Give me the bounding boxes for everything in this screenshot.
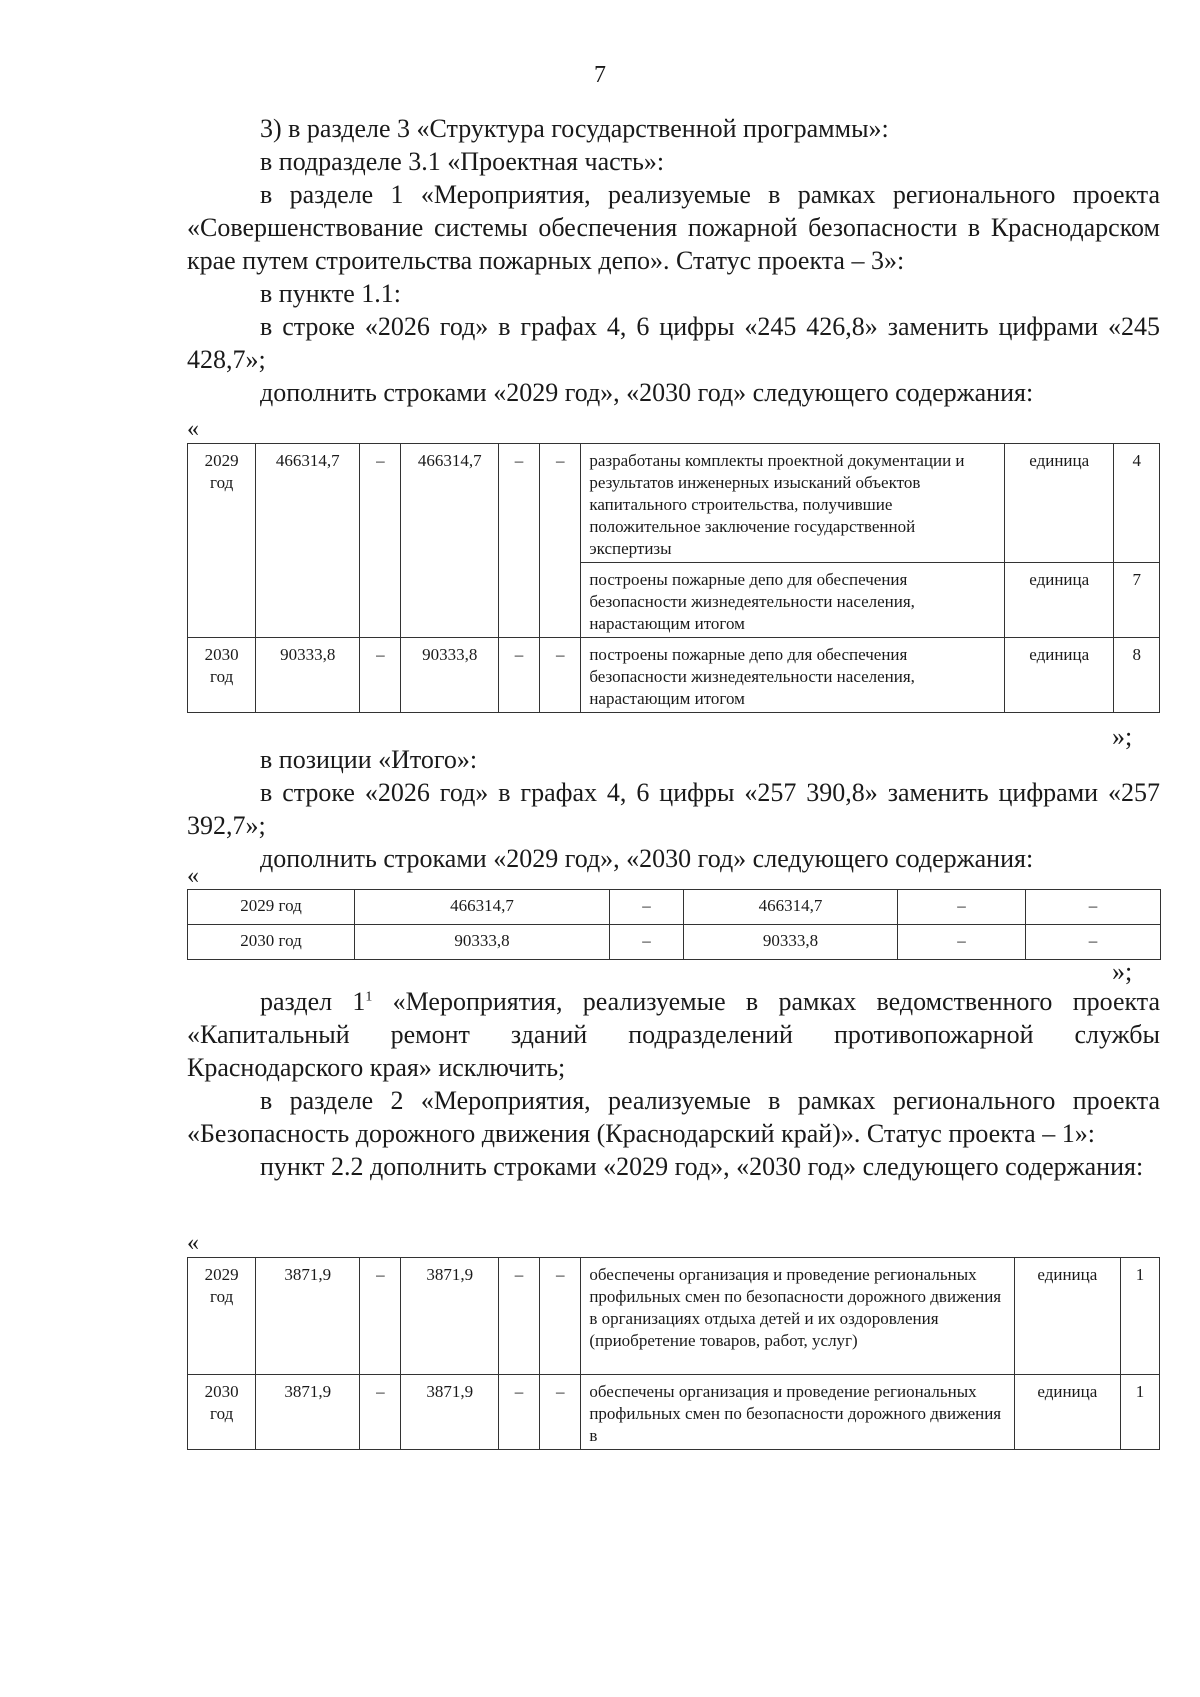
year-cell: 2030 год <box>188 1375 256 1450</box>
dash-cell: – <box>540 1258 581 1375</box>
intro-paragraph-1: 3) в разделе 3 «Структура государственной программы»: <box>260 114 889 143</box>
dash-cell: – <box>1026 925 1161 960</box>
result-text-cell: обеспечены организация и проведение региональных профильных смен по безопасности дорожного движения в организациях отдыха детей и их оздоровления (приобретение товаров, работ, услуг) <box>581 1258 1014 1375</box>
table-row <box>188 638 1160 713</box>
year-cell: 2030 год <box>188 638 256 713</box>
dash-cell: – <box>360 1375 401 1450</box>
intro-paragraph-4: в пункте 1.1: <box>260 279 402 308</box>
section-11-superscript: 1 <box>365 989 373 1005</box>
dash-cell: – <box>1026 890 1161 925</box>
year-cell: 2029 год <box>188 1258 256 1375</box>
intro-paragraph-2: в подразделе 3.1 «Проектная часть»: <box>260 147 665 176</box>
value-cell: 7 <box>1114 563 1160 638</box>
unit-cell: единица <box>1014 1258 1120 1375</box>
dash-cell: – <box>360 444 401 638</box>
section-11-text: «Мероприятия, реализуемые в рамках ведомственного проекта «Капитальный ремонт зданий подразделений противопожарной службы Краснодарского края» исключить; <box>187 987 1160 1082</box>
itogo-paragraph-1: в позиции «Итого»: <box>260 745 478 774</box>
amount-cell: 90333,8 <box>256 638 360 713</box>
table-row <box>188 925 1161 960</box>
table-totals <box>187 889 1161 960</box>
intro-paragraph-6: дополнить строками «2029 год», «2030 год» следующего содержания: <box>260 378 1034 407</box>
dash-cell: – <box>540 444 581 638</box>
year-cell: 2029 год <box>188 444 256 638</box>
section-11-label: раздел 1 <box>260 987 366 1016</box>
amount-cell: 466314,7 <box>401 444 499 638</box>
table-fire-depots <box>187 443 1160 713</box>
value-cell: 1 <box>1120 1375 1159 1450</box>
amount-cell: 90333,8 <box>355 925 610 960</box>
result-text-cell: построены пожарные депо для обеспечения безопасности жизнедеятельности населения, нарастающим итогом <box>581 563 1005 638</box>
amount-cell: 90333,8 <box>401 638 499 713</box>
result-text-cell: обеспечены организация и проведение региональных профильных смен по безопасности дорожного движения в <box>581 1375 1014 1450</box>
dash-cell: – <box>360 638 401 713</box>
unit-cell: единица <box>1014 1375 1120 1450</box>
amount-cell: 466314,7 <box>684 890 898 925</box>
itogo-paragraph-2: в строке «2026 год» в графах 4, 6 цифры «257 390,8» заменить цифрами «257 392,7»; <box>187 778 1160 840</box>
itogo-section <box>187 743 1160 875</box>
amount-cell: 3871,9 <box>256 1258 360 1375</box>
amount-cell: 466314,7 <box>355 890 610 925</box>
close-quote-1: »; <box>1112 722 1133 751</box>
section-11-paragraph-1 <box>187 985 1160 1084</box>
dash-cell: – <box>498 444 539 638</box>
unit-cell: единица <box>1005 563 1114 638</box>
dash-cell: – <box>498 1258 539 1375</box>
amount-cell: 466314,7 <box>256 444 360 638</box>
page-number: 7 <box>594 62 606 88</box>
itogo-paragraph-3: дополнить строками «2029 год», «2030 год» следующего содержания: <box>260 844 1034 873</box>
dash-cell: – <box>898 890 1026 925</box>
dash-cell: – <box>360 1258 401 1375</box>
dash-cell: – <box>498 1375 539 1450</box>
result-text-cell: разработаны комплекты проектной документации и результатов инженерных изысканий объектов капитального строительства, получившие положительное заключение государственной экспертизы <box>581 444 1005 563</box>
intro-section <box>187 112 1160 409</box>
dash-cell: – <box>610 890 684 925</box>
table-row <box>188 444 1160 563</box>
open-quote-2: « <box>187 863 199 889</box>
dash-cell: – <box>540 1375 581 1450</box>
dash-cell: – <box>540 638 581 713</box>
year-cell: 2030 год <box>188 925 355 960</box>
dash-cell: – <box>898 925 1026 960</box>
table-road-safety <box>187 1257 1160 1450</box>
value-cell: 4 <box>1114 444 1160 563</box>
amount-cell: 90333,8 <box>684 925 898 960</box>
section-11-paragraph-3: пункт 2.2 дополнить строками «2029 год», «2030 год» следующего содержания: <box>260 1152 1144 1181</box>
intro-paragraph-5: в строке «2026 год» в графах 4, 6 цифры «245 426,8» заменить цифрами «245 428,7»; <box>187 312 1160 374</box>
open-quote-3: « <box>187 1230 199 1256</box>
unit-cell: единица <box>1005 638 1114 713</box>
table-row <box>188 1258 1160 1375</box>
year-cell: 2029 год <box>188 890 355 925</box>
value-cell: 1 <box>1120 1258 1159 1375</box>
value-cell: 8 <box>1114 638 1160 713</box>
amount-cell: 3871,9 <box>401 1258 499 1375</box>
table-row <box>188 890 1161 925</box>
dash-cell: – <box>610 925 684 960</box>
section-11 <box>187 985 1160 1183</box>
amount-cell: 3871,9 <box>401 1375 499 1450</box>
result-text-cell: построены пожарные депо для обеспечения безопасности жизнедеятельности населения, нарастающим итогом <box>581 638 1005 713</box>
amount-cell: 3871,9 <box>256 1375 360 1450</box>
unit-cell: единица <box>1005 444 1114 563</box>
dash-cell: – <box>498 638 539 713</box>
close-quote-2: »; <box>1112 957 1133 986</box>
intro-paragraph-3: в разделе 1 «Мероприятия, реализуемые в рамках регионального проекта «Совершенствование системы обеспечения пожарной безопасности в Краснодарском крае путем строительства пожарных депо». Статус проекта – 3»: <box>187 180 1160 275</box>
section-11-paragraph-2: в разделе 2 «Мероприятия, реализуемые в рамках регионального проекта «Безопасность дорожного движения (Краснодарский край)». Статус проекта – 1»: <box>187 1086 1160 1148</box>
table-row <box>188 1375 1160 1450</box>
open-quote-1: « <box>187 416 199 442</box>
